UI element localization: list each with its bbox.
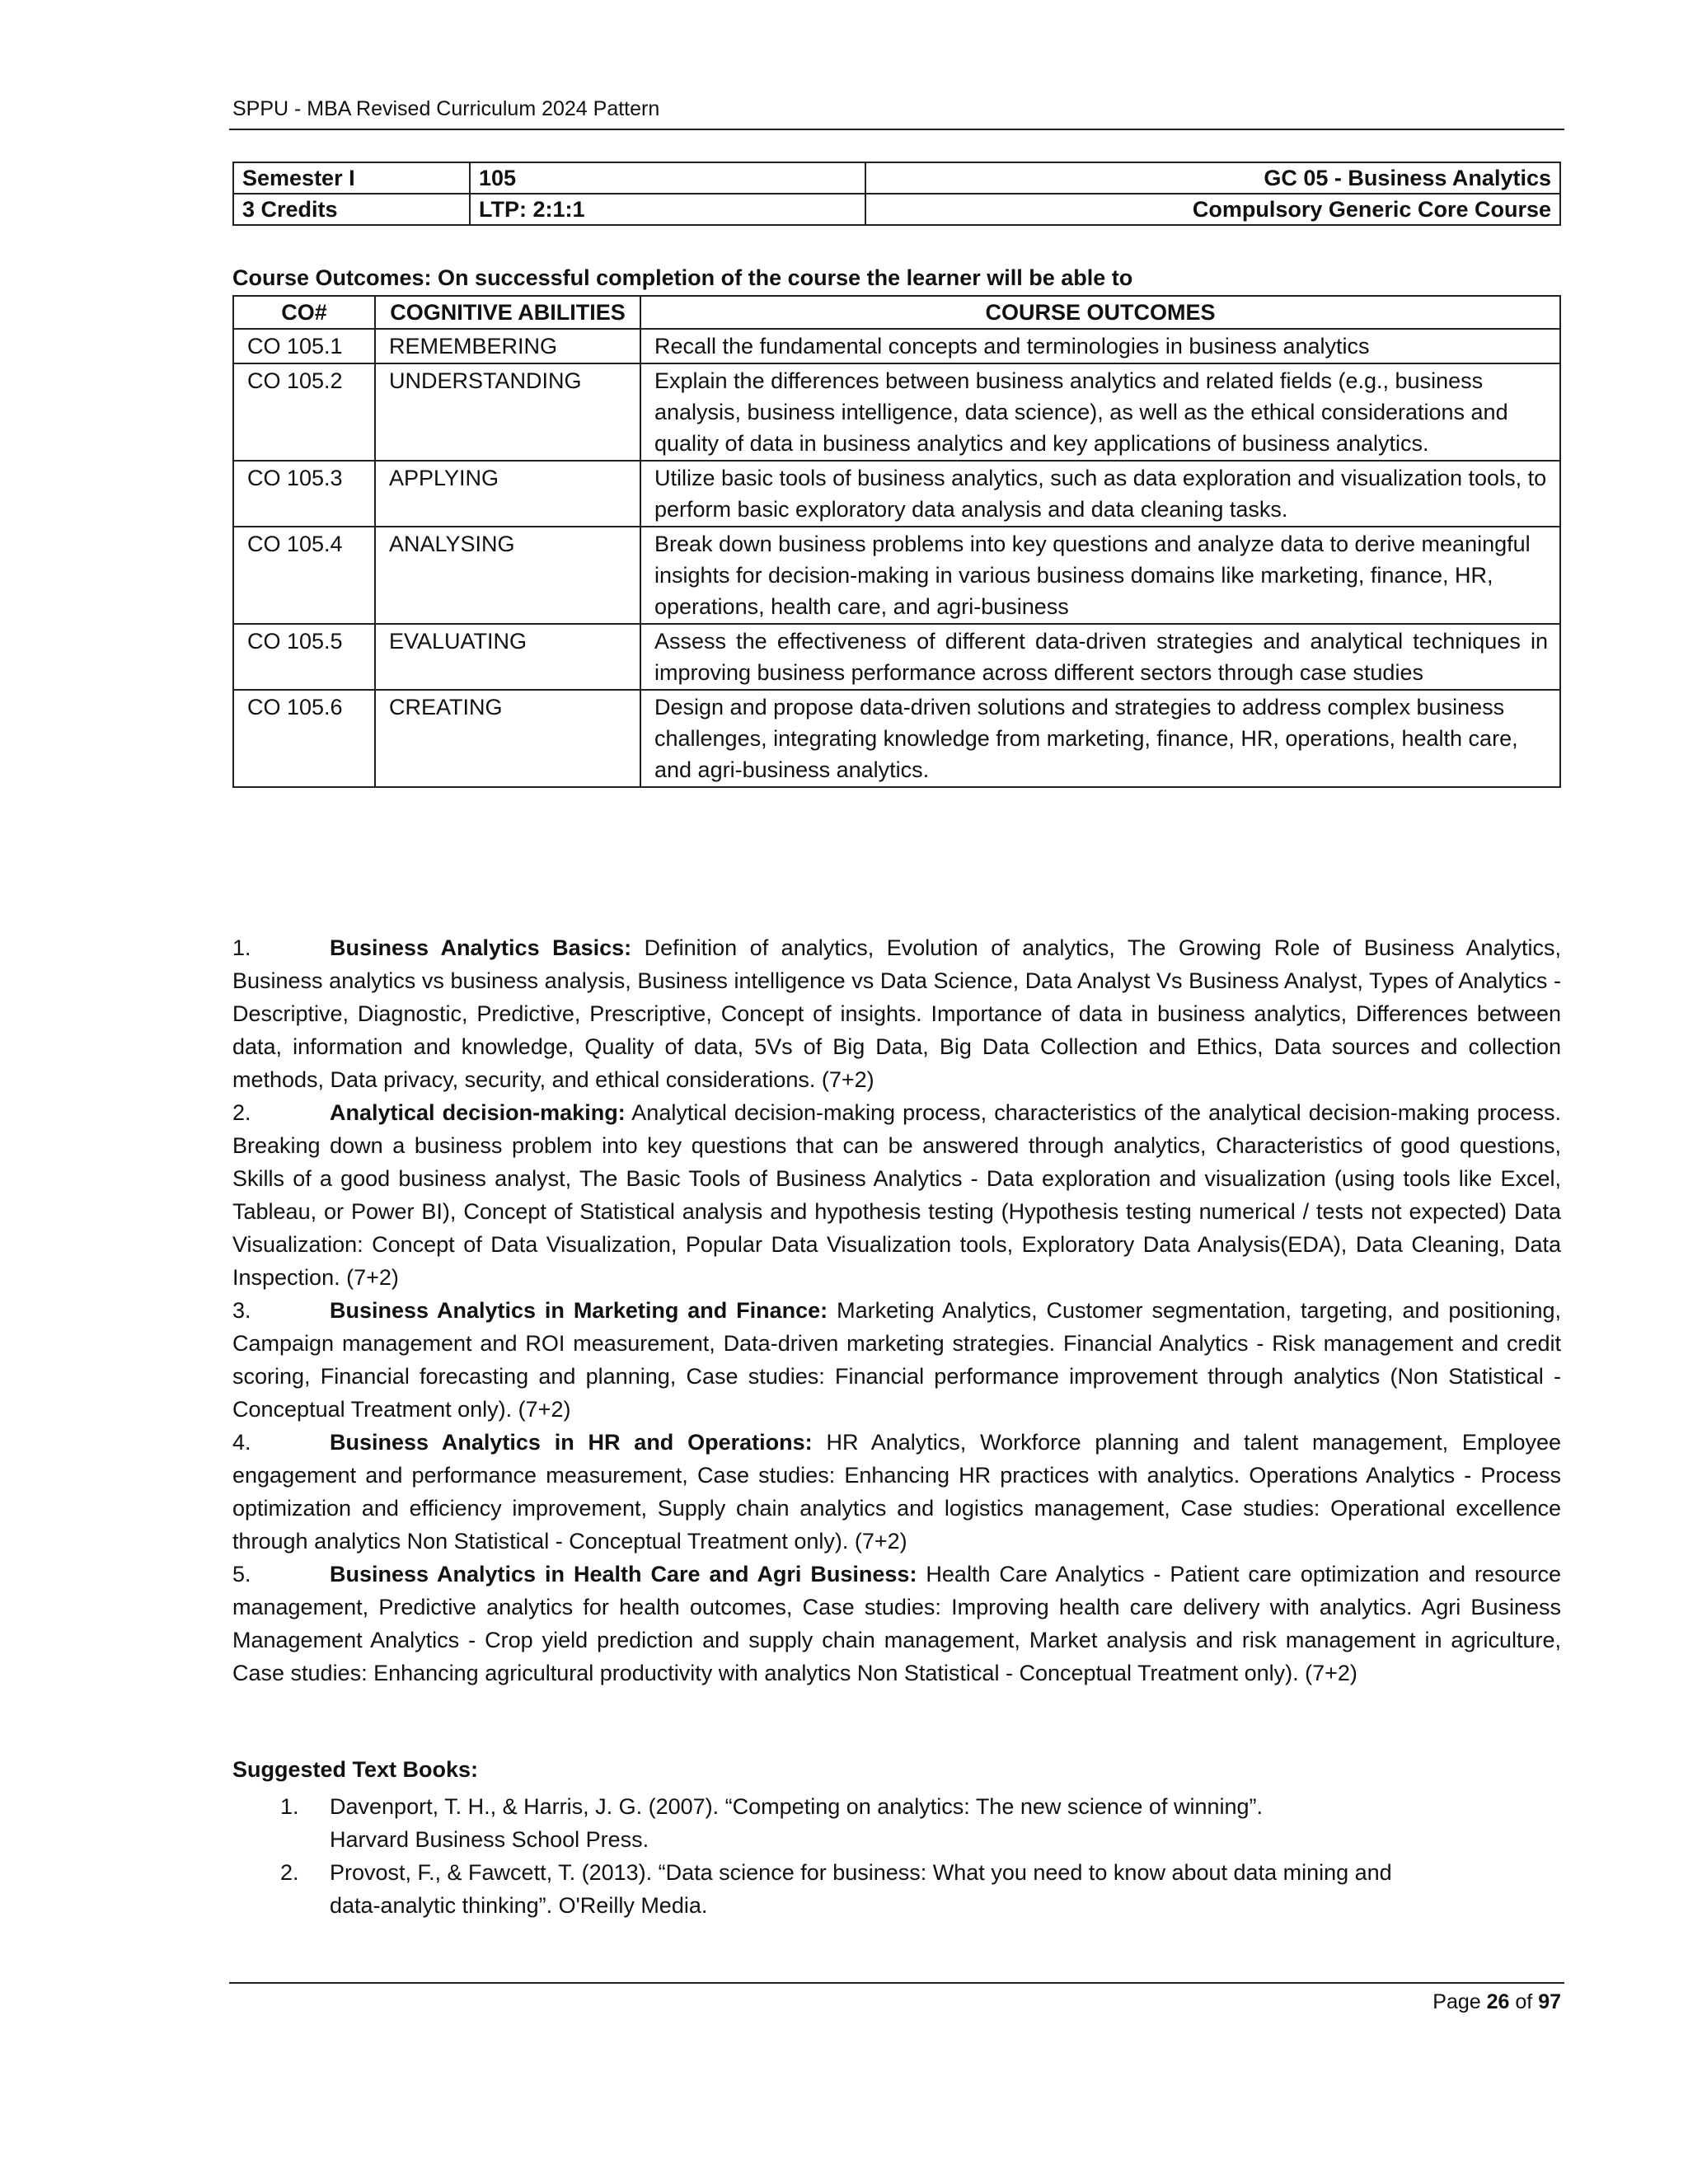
topic-number: 2. [232, 1100, 251, 1125]
table-row [233, 363, 1560, 461]
course-outcomes-heading: Course Outcomes: On successful completion of the course the learner will be able to [232, 265, 1133, 290]
co-number: CO 105.5 [233, 624, 375, 690]
syllabus-topic [232, 1558, 1561, 1690]
text-books-list [232, 1790, 1561, 1922]
page-number [1432, 1990, 1561, 2014]
page-current: 26 [1486, 1990, 1510, 2013]
topic-text: Analytical decision-making process, characteristics of the analytical decision-making process. Breaking down a business problem into key questions that can be answered through analytics, Characteristics of good questions, Skills of a good business analyst, The Basic Tools of Business Analytics - Data exploration and visualization (using tools like Excel, Tableau, or Power BI), Concept of Statistical analysis and hypothesis testing (Hypothesis testing numerical / tests not expected) Data Visualization: Concept of Data Visualization, Popular Data Visualization tools, Exploratory Data Analysis(EDA), Data Cleaning, Data Inspection. (7+2) [232, 1100, 1561, 1290]
course-info-table [232, 162, 1561, 226]
course-outcome: Recall the fundamental concepts and terminologies in business analytics [640, 329, 1560, 363]
list-item [232, 1856, 1561, 1922]
table-row [233, 624, 1560, 690]
topic-title: Analytical decision-making: [330, 1100, 626, 1125]
page-total: 97 [1538, 1990, 1561, 2013]
page-label: Page [1432, 1990, 1481, 2013]
table-row [233, 690, 1560, 787]
table-row [233, 329, 1560, 363]
list-item [232, 1790, 1561, 1856]
book-citation-line: data-analytic thinking”. O'Reilly Media. [330, 1893, 708, 1918]
cognitive-ability: EVALUATING [375, 624, 640, 690]
course-outcome: Design and propose data-driven solutions and strategies to address complex business challenges, integrating knowledge from marketing, finance, HR, operations, health care, and agri-business analytics. [640, 690, 1560, 787]
header-divider [229, 129, 1564, 130]
course-info-row [233, 194, 1560, 225]
course-outcome: Utilize basic tools of business analytics, such as data exploration and visualization tools, to perform basic exploratory data analysis and data cleaning tasks. [640, 461, 1560, 527]
cognitive-ability: UNDERSTANDING [375, 363, 640, 461]
book-citation-line: Provost, F., & Fawcett, T. (2013). “Data science for business: What you need to know about data mining and [330, 1860, 1392, 1885]
co-number: CO 105.3 [233, 461, 375, 527]
course-info-row [233, 162, 1560, 194]
syllabus-topic [232, 931, 1561, 1096]
topic-text: Marketing Analytics, Customer segmentation, targeting, and positioning, Campaign management and ROI measurement, Data-driven marketing strategies. Financial Analytics - Risk management and credit scoring, Financial forecasting and planning, Case studies: Financial performance improvement through analytics (Non Statistical - Conceptual Treatment only). (7+2) [232, 1298, 1561, 1422]
column-header: COGNITIVE ABILITIES [375, 296, 640, 329]
topic-number: 3. [232, 1298, 251, 1323]
cognitive-ability: REMEMBERING [375, 329, 640, 363]
course-name-cell: GC 05 - Business Analytics [865, 162, 1560, 194]
course-code-cell: 105 [470, 162, 865, 194]
course-outcome: Explain the differences between business analytics and related fields (e.g., business analysis, business intelligence, data science), as well as the ethical considerations and quality of data in business analytics and key applications of business analytics. [640, 363, 1560, 461]
table-row [233, 461, 1560, 527]
course-outcome: Assess the effectiveness of different data-driven strategies and analytical techniques in improving business performance across different sectors through case studies [640, 624, 1560, 690]
syllabus-topic [232, 1426, 1561, 1558]
footer-divider [229, 1982, 1564, 1984]
co-number: CO 105.6 [233, 690, 375, 787]
ltp-cell: LTP: 2:1:1 [470, 194, 865, 225]
topic-text: HR Analytics, Workforce planning and talent management, Employee engagement and performance measurement, Case studies: Enhancing HR practices with analytics. Operations Analytics - Process optimization and efficiency improvement, Supply chain analytics and logistics management, Case studies: Operational excellence through analytics Non Statistical - Conceptual Treatment only). (7+2) [232, 1430, 1561, 1554]
course-outcomes-table [232, 295, 1561, 788]
topic-number: 5. [232, 1562, 251, 1586]
topic-text: Definition of analytics, Evolution of analytics, The Growing Role of Business Analytics, Business analytics vs business analysis, Business intelligence vs Data Science, Data Analyst Vs Business Analyst, Types of Analytics - Descriptive, Diagnostic, Predictive, Prescriptive, Concept of insights. Importance of data in business analytics, Differences between data, information and knowledge, Quality of data, 5Vs of Big Data, Big Data Collection and Ethics, Data sources and collection methods, Data privacy, security, and ethical considerations. (7+2) [232, 935, 1562, 1092]
book-number: 1. [280, 1794, 299, 1819]
book-citation-line: Davenport, T. H., & Harris, J. G. (2007). “Competing on analytics: The new science of winning”. [330, 1794, 1263, 1819]
semester-cell: Semester I [233, 162, 470, 194]
book-number: 2. [280, 1860, 299, 1885]
cognitive-ability: APPLYING [375, 461, 640, 527]
book-citation-line: Harvard Business School Press. [330, 1827, 649, 1852]
topic-text: Health Care Analytics - Patient care optimization and resource management, Predictive analytics for health outcomes, Case studies: Improving health care delivery with analytics. Agri Business Management Analytics - Crop yield prediction and supply chain management, Market analysis and risk management in agriculture, Case studies: Enhancing agricultural productivity with analytics Non Statistical - Conceptual Treatment only). (7+2) [232, 1562, 1561, 1685]
syllabus-topic [232, 1096, 1561, 1294]
course-type-cell: Compulsory Generic Core Course [865, 194, 1560, 225]
topic-title: Business Analytics in Health Care and Agri Business: [330, 1562, 917, 1586]
topic-title: Business Analytics in HR and Operations: [330, 1430, 813, 1455]
cognitive-ability: ANALYSING [375, 527, 640, 624]
running-header: SPPU - MBA Revised Curriculum 2024 Pattern [232, 97, 660, 120]
co-number: CO 105.2 [233, 363, 375, 461]
topic-title: Business Analytics Basics: [330, 935, 632, 960]
co-number: CO 105.1 [233, 329, 375, 363]
topic-title: Business Analytics in Marketing and Finance: [330, 1298, 828, 1323]
page-of-label: of [1515, 1990, 1533, 2013]
syllabus-topics [232, 931, 1561, 1690]
text-books-heading: Suggested Text Books: [232, 1757, 479, 1782]
column-header: COURSE OUTCOMES [640, 296, 1560, 329]
course-outcome: Break down business problems into key questions and analyze data to derive meaningful insights for decision-making in various business domains like marketing, finance, HR, operations, health care, and agri-business [640, 527, 1560, 624]
syllabus-topic [232, 1294, 1561, 1426]
topic-number: 1. [232, 935, 251, 960]
credits-cell: 3 Credits [233, 194, 470, 225]
table-header-row [233, 296, 1560, 329]
cognitive-ability: CREATING [375, 690, 640, 787]
table-row [233, 527, 1560, 624]
topic-number: 4. [232, 1430, 251, 1455]
co-number: CO 105.4 [233, 527, 375, 624]
column-header: CO# [233, 296, 375, 329]
